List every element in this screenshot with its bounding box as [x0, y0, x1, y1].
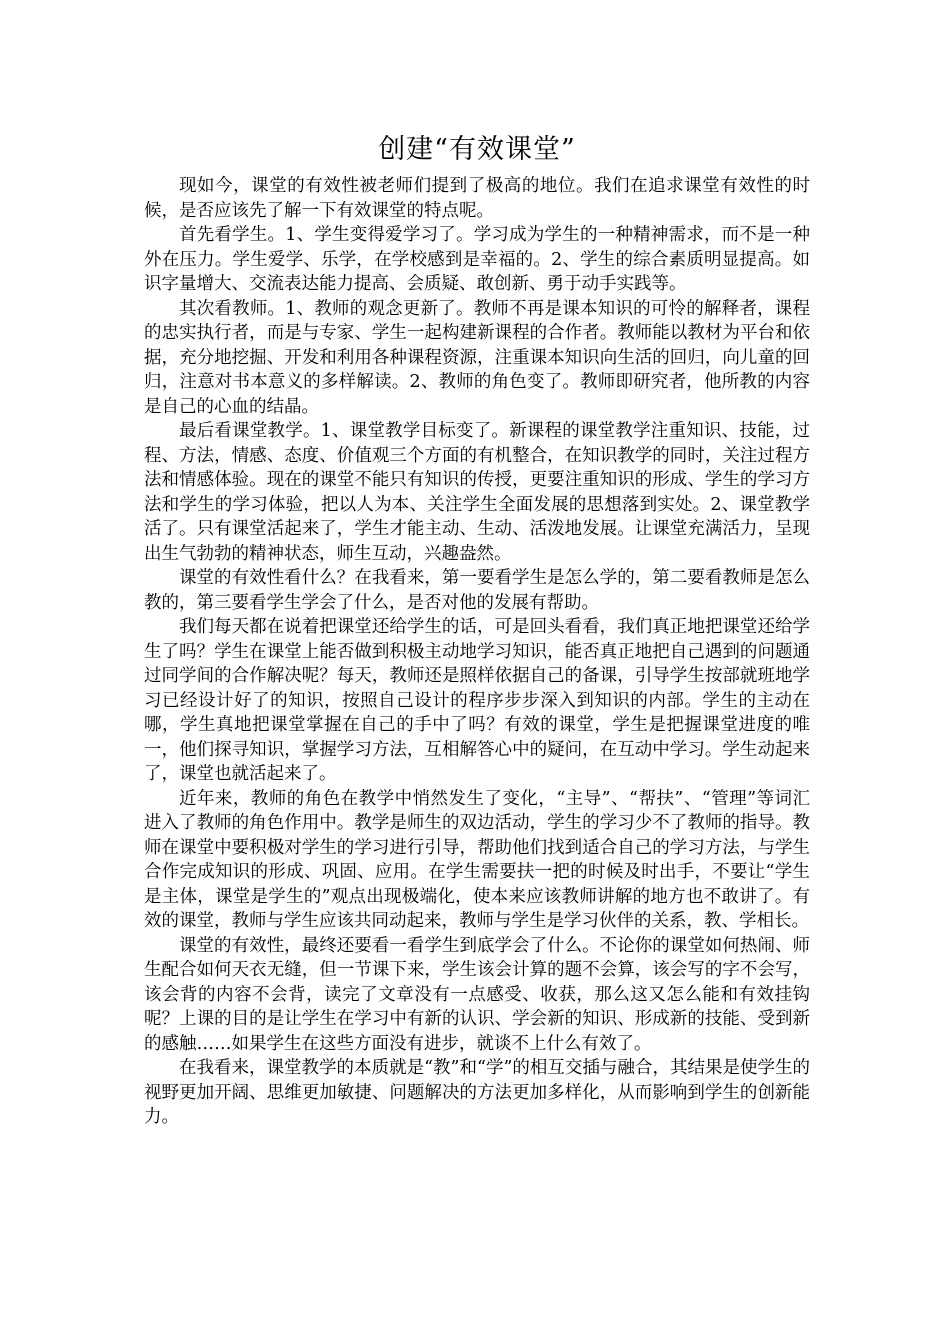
- document-page: [144, 130, 810, 1130]
- paragraph-4: 最后看课堂教学。1、课堂教学目标变了。新课程的课堂教学注重知识、技能，过程、方法，情感、态度、价值观三个方面的有机整合，在知识教学的同时，关注过程方法和情感体验。现在的课堂不能只有知识的传授，更要注重知识的形成、学生的学习方法和学生的学习体验，把以人为本、关注学生全面发展的思想落到实处。2、课堂教学活了。只有课堂活起来了，学生才能主动、生动、活泼地发展。让课堂充满活力，呈现出生气勃勃的精神状态，师生互动，兴趣盎然。: [144, 421, 810, 564]
- paragraph-5: 课堂的有效性看什么？在我看来，第一要看学生是怎么学的，第二要看教师是怎么教的，第三要看学生学会了什么，是否对他的发展有帮助。: [144, 568, 810, 613]
- paragraph-7: 近年来，教师的角色在教学中悄然发生了变化，“主导”、“帮扶”、“管理”等词汇进入了教师的角色作用中。教学是师生的双边活动，学生的学习少不了教师的指导。教师在课堂中要积极对学生的学习进行引导，帮助他们找到适合自己的学习方法，与学生合作完成知识的形成、巩固、应用。在学生需要扶一把的时候及时出手，不要让“学生是主体，课堂是学生的”观点出现极端化，使本来应该教师讲解的地方也不敢讲了。有效的课堂，教师与学生应该共同动起来，教师与学生是学习伙伴的关系，教、学相长。: [144, 788, 810, 931]
- paragraph-8: 课堂的有效性，最终还要看一看学生到底学会了什么。不论你的课堂如何热闹、师生配合如何天衣无缝，但一节课下来，学生该会计算的题不会算，该会写的字不会写，该会背的内容不会背，读完了文章没有一点感受、收获，那么这又怎么能和有效挂钩呢？上课的目的是让学生在学习中有新的认识、学会新的知识、形成新的技能、受到新的感触……如果学生在这些方面没有进步，就谈不上什么有效了。: [144, 935, 810, 1054]
- paragraph-3: 其次看教师。1、教师的观念更新了。教师不再是课本知识的可怜的解释者，课程的忠实执行者，而是与专家、学生一起构建新课程的合作者。教师能以教材为平台和依据，充分地挖掘、开发和利用各种课程资源，注重课本知识向生活的回归，向儿童的回归，注意对书本意义的多样解读。2、教师的角色变了。教师即研究者，他所教的内容是自己的心血的结晶。: [144, 298, 810, 417]
- paragraph-6: 我们每天都在说着把课堂还给学生的话，可是回头看看，我们真正地把课堂还给学生了吗？学生在课堂上能否做到积极主动地学习知识，能否真正地把自己遇到的问题通过同学间的合作解决呢？每天，教师还是照样依据自己的备课，引导学生按部就班地学习已经设计好了的知识，按照自己设计的程序步步深入到知识的内部。学生的主动在哪，学生真地把课堂掌握在自己的手中了吗？有效的课堂，学生是把握课堂进度的唯一，他们探寻知识，掌握学习方法，互相解答心中的疑问，在互动中学习。学生动起来了，课堂也就活起来了。: [144, 617, 810, 784]
- document-title: 创建“有效课堂”: [378, 134, 576, 165]
- paragraph-2: 首先看学生。1、学生变得爱学习了。学习成为学生的一种精神需求，而不是一种外在压力。学生爱学、乐学，在学校感到是幸福的。2、学生的综合素质明显提高。如识字量增大、交流表达能力提高、会质疑、敢创新、勇于动手实践等。: [144, 225, 810, 294]
- paragraph-9: 在我看来，课堂教学的本质就是“教”和“学”的相互交插与融合，其结果是使学生的视野更加开阔、思维更加敏捷、问题解决的方法更加多样化，从而影响到学生的创新能力。: [144, 1058, 810, 1127]
- paragraph-1: 现如今，课堂的有效性被老师们提到了极高的地位。我们在追求课堂有效性的时候，是否应该先了解一下有效课堂的特点呢。: [144, 176, 810, 221]
